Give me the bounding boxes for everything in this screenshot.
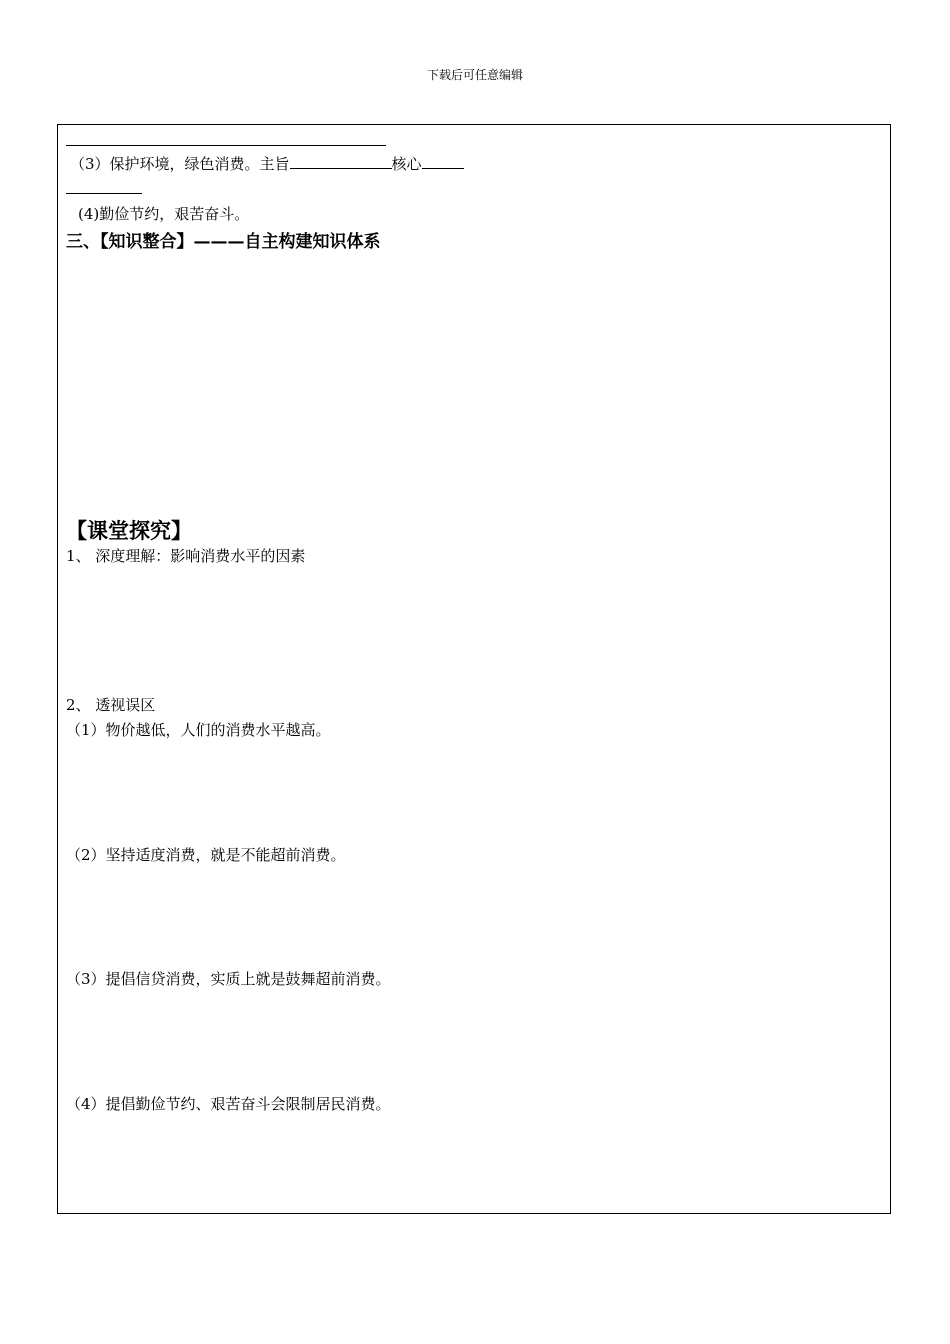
item-3-prefix: （3）保护环境，绿色消费。主旨 <box>70 155 290 173</box>
item-3-line <box>70 153 464 174</box>
answer-blank-line-2 <box>66 193 142 194</box>
classroom-title: 【课堂探究】 <box>66 519 192 543</box>
item-3-core-label: 核心 <box>391 155 422 173</box>
misconception-item: （1）物价越低，人们的消费水平越高。 <box>66 721 331 739</box>
question-1: 1、 深度理解：影响消费水平的因素 <box>66 547 306 565</box>
theme-blank <box>290 154 392 169</box>
misconception-item: （2）坚持适度消费，就是不能超前消费。 <box>66 846 346 864</box>
answer-blank-line <box>66 145 386 146</box>
item-4-text: (4)勤俭节约，艰苦奋斗。 <box>78 205 250 223</box>
misconception-item: （3）提倡信贷消费，实质上就是鼓舞超前消费。 <box>66 970 391 988</box>
page-header-note: 下载后可任意编辑 <box>426 68 523 82</box>
section-3-title: 三、【知识整合】———自主构建知识体系 <box>66 232 381 252</box>
content-frame <box>57 124 891 1214</box>
misconception-item: （4）提倡勤俭节约、艰苦奋斗会限制居民消费。 <box>66 1095 391 1113</box>
core-blank <box>422 154 464 169</box>
question-2: 2、 透视误区 <box>66 696 156 714</box>
